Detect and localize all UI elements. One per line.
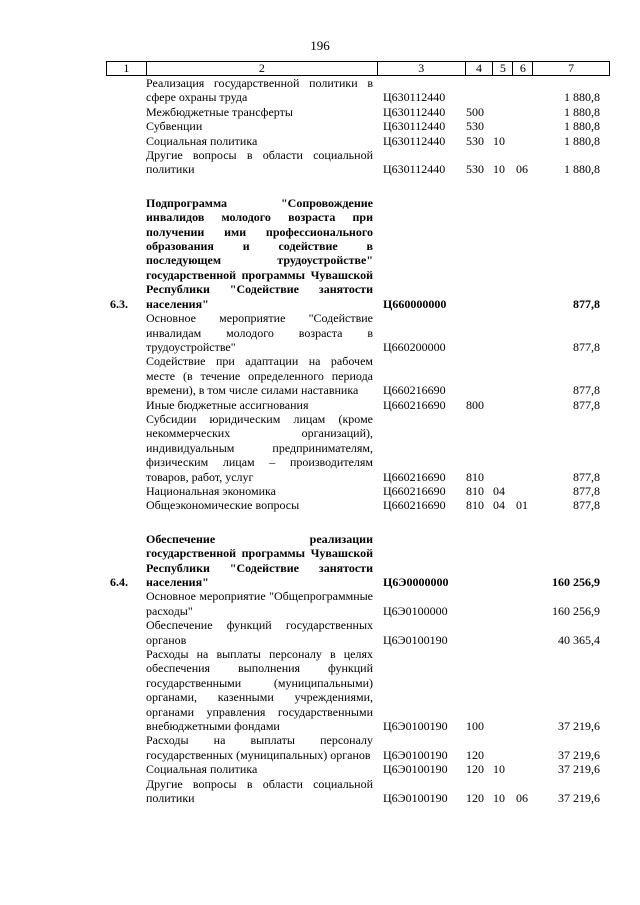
row-col-5: 04 (493, 498, 505, 513)
row-name: Обеспечение функций государственных органов (146, 618, 373, 647)
table-row (110, 484, 610, 498)
table-row (110, 647, 610, 733)
row-col-5: 10 (493, 133, 505, 148)
row-code: Ц660216690 (383, 483, 446, 498)
row-col-5: 10 (493, 762, 505, 777)
row-code: Ц660216690 (383, 469, 446, 484)
row-number: 6.4. (110, 575, 128, 589)
row-col-6: 06 (516, 791, 528, 806)
row-code: Ц6Э0100190 (383, 632, 448, 647)
row-amount: 1 880,8 (564, 162, 600, 177)
row-amount: 37 219,6 (558, 791, 600, 806)
table-row (110, 119, 610, 133)
header-col-7: 7 (568, 61, 575, 75)
row-amount: 877,8 (573, 483, 600, 498)
row-name: Расходы на выплаты персоналу государственных (муниципальных) органов (146, 733, 373, 762)
row-col-4: 120 (466, 762, 484, 777)
row-name: Субсидии юридическим лицам (кроме некоммерческих организаций), индивидуальным предпринимателям, физическим лицам – производителям товаров, работ, услуг (146, 411, 373, 484)
table-row (110, 134, 610, 148)
row-col-4: 530 (466, 119, 484, 134)
row-name: Иные бюджетные ассигнования (146, 397, 309, 412)
table-row (110, 589, 610, 618)
row-col-4: 120 (466, 791, 484, 806)
row-col-4: 500 (466, 104, 484, 119)
row-code: Ц660216690 (383, 397, 446, 412)
table-row (110, 733, 610, 762)
table-row (110, 498, 610, 512)
row-code: Ц660216690 (383, 498, 446, 513)
table-row (110, 311, 610, 354)
page-number: 196 (310, 38, 330, 53)
row-name: Другие вопросы в области социальной политики (146, 148, 373, 177)
row-amount: 877,8 (573, 469, 600, 484)
header-col-6: 6 (513, 62, 533, 75)
table-row (110, 618, 610, 647)
row-name: Межбюджетные трансферты (146, 104, 293, 119)
table-row (110, 532, 610, 590)
row-name: Социальная политика (146, 133, 258, 148)
table-header (106, 61, 610, 76)
row-col-5: 04 (493, 483, 505, 498)
row-col-4: 810 (466, 469, 484, 484)
row-name: Содействие при адаптации на рабочем месте (в течение определенного периода времени), в том числе силами наставника (146, 354, 373, 398)
row-name: Субвенции (146, 119, 203, 134)
row-amount: 37 219,6 (558, 747, 600, 762)
row-amount: 1 880,8 (564, 104, 600, 119)
row-amount: 1 880,8 (564, 133, 600, 148)
table-row (110, 398, 610, 412)
row-code: Ц630112440 (383, 133, 446, 148)
row-amount: 877,8 (573, 339, 600, 354)
row-name: Основное мероприятие "Общепрограммные расходы" (146, 589, 373, 618)
row-amount: 160 256,9 (552, 603, 600, 618)
table-row (110, 762, 610, 776)
row-col-4: 530 (466, 162, 484, 177)
row-amount: 877,8 (573, 498, 600, 513)
row-name: Основное мероприятие "Содействие инвалидам молодого возраста в трудоустройстве" (146, 311, 373, 354)
row-code: Ц6Э0100190 (383, 719, 448, 734)
table-row (110, 105, 610, 119)
row-amount: 37 219,6 (558, 719, 600, 734)
row-name: Другие вопросы в области социальной политики (146, 776, 373, 806)
row-amount: 877,8 (573, 397, 600, 412)
row-col-4: 810 (466, 483, 484, 498)
row-number: 6.3. (110, 296, 128, 311)
table-row (110, 196, 610, 311)
row-code: Ц660200000 (383, 339, 446, 354)
row-amount: 40 365,4 (558, 632, 600, 647)
row-col-4: 530 (466, 133, 484, 148)
row-amount: 877,8 (573, 296, 600, 311)
table-row (110, 412, 610, 484)
row-name: Реализация государственной политики в сфере охраны труда (146, 76, 373, 105)
row-code: Ц6Э0100190 (383, 762, 448, 777)
row-code: Ц6Э0100000 (383, 603, 448, 618)
row-name: Расходы на выплаты персоналу в целях обеспечения выполнения функций государственными (муниципальными) органами, казенными учреждениями, органами управления государственными внебюджетными фондами (146, 647, 373, 734)
header-col-2: 2 (147, 62, 378, 75)
row-col-4: 100 (466, 719, 484, 734)
row-col-6: 01 (516, 498, 528, 513)
row-name: Общеэкономические вопросы (146, 498, 300, 513)
row-amount: 877,8 (573, 383, 600, 398)
table-row (110, 76, 610, 105)
row-amount: 1 880,8 (564, 90, 600, 105)
row-code: Ц6Э0100190 (383, 747, 448, 762)
row-name: Национальная экономика (146, 483, 276, 498)
row-code: Ц660216690 (383, 383, 446, 398)
header-col-5: 5 (493, 62, 513, 75)
row-name: Социальная политика (146, 762, 258, 777)
row-code: Ц660000000 (383, 296, 447, 311)
table-row (110, 148, 610, 177)
row-col-4: 120 (466, 747, 484, 762)
row-code: Ц6Э0100190 (383, 791, 448, 806)
row-name: Обеспечение реализации государственной программы Чувашской Республики "Содействие занятости населения" (146, 531, 373, 589)
row-amount: 1 880,8 (564, 119, 600, 134)
header-col-3: 3 (378, 62, 466, 75)
row-code: Ц630112440 (383, 162, 446, 177)
table-row (110, 354, 610, 397)
row-col-5: 10 (493, 791, 505, 806)
header-col-1: 1 (107, 62, 147, 75)
row-col-4: 800 (466, 397, 484, 412)
row-amount: 37 219,6 (558, 762, 600, 777)
row-amount: 160 256,9 (552, 575, 600, 589)
row-name: Подпрограмма "Сопровождение инвалидов молодого возраста при получении ими профессионального образования и содействие в последующем трудоустройстве" государственной программы Чувашской Республики "Содействие занятости населения" (146, 195, 373, 311)
row-code: Ц630112440 (383, 119, 446, 134)
row-code: Ц630112440 (383, 104, 446, 119)
header-col-4: 4 (466, 62, 494, 75)
row-code: Ц6Э0000000 (383, 575, 449, 589)
budget-table-body (0, 76, 640, 806)
row-col-4: 810 (466, 498, 484, 513)
table-row (110, 777, 610, 806)
row-col-6: 06 (516, 162, 528, 177)
row-code: Ц630112440 (383, 90, 446, 105)
row-col-5: 10 (493, 162, 505, 177)
